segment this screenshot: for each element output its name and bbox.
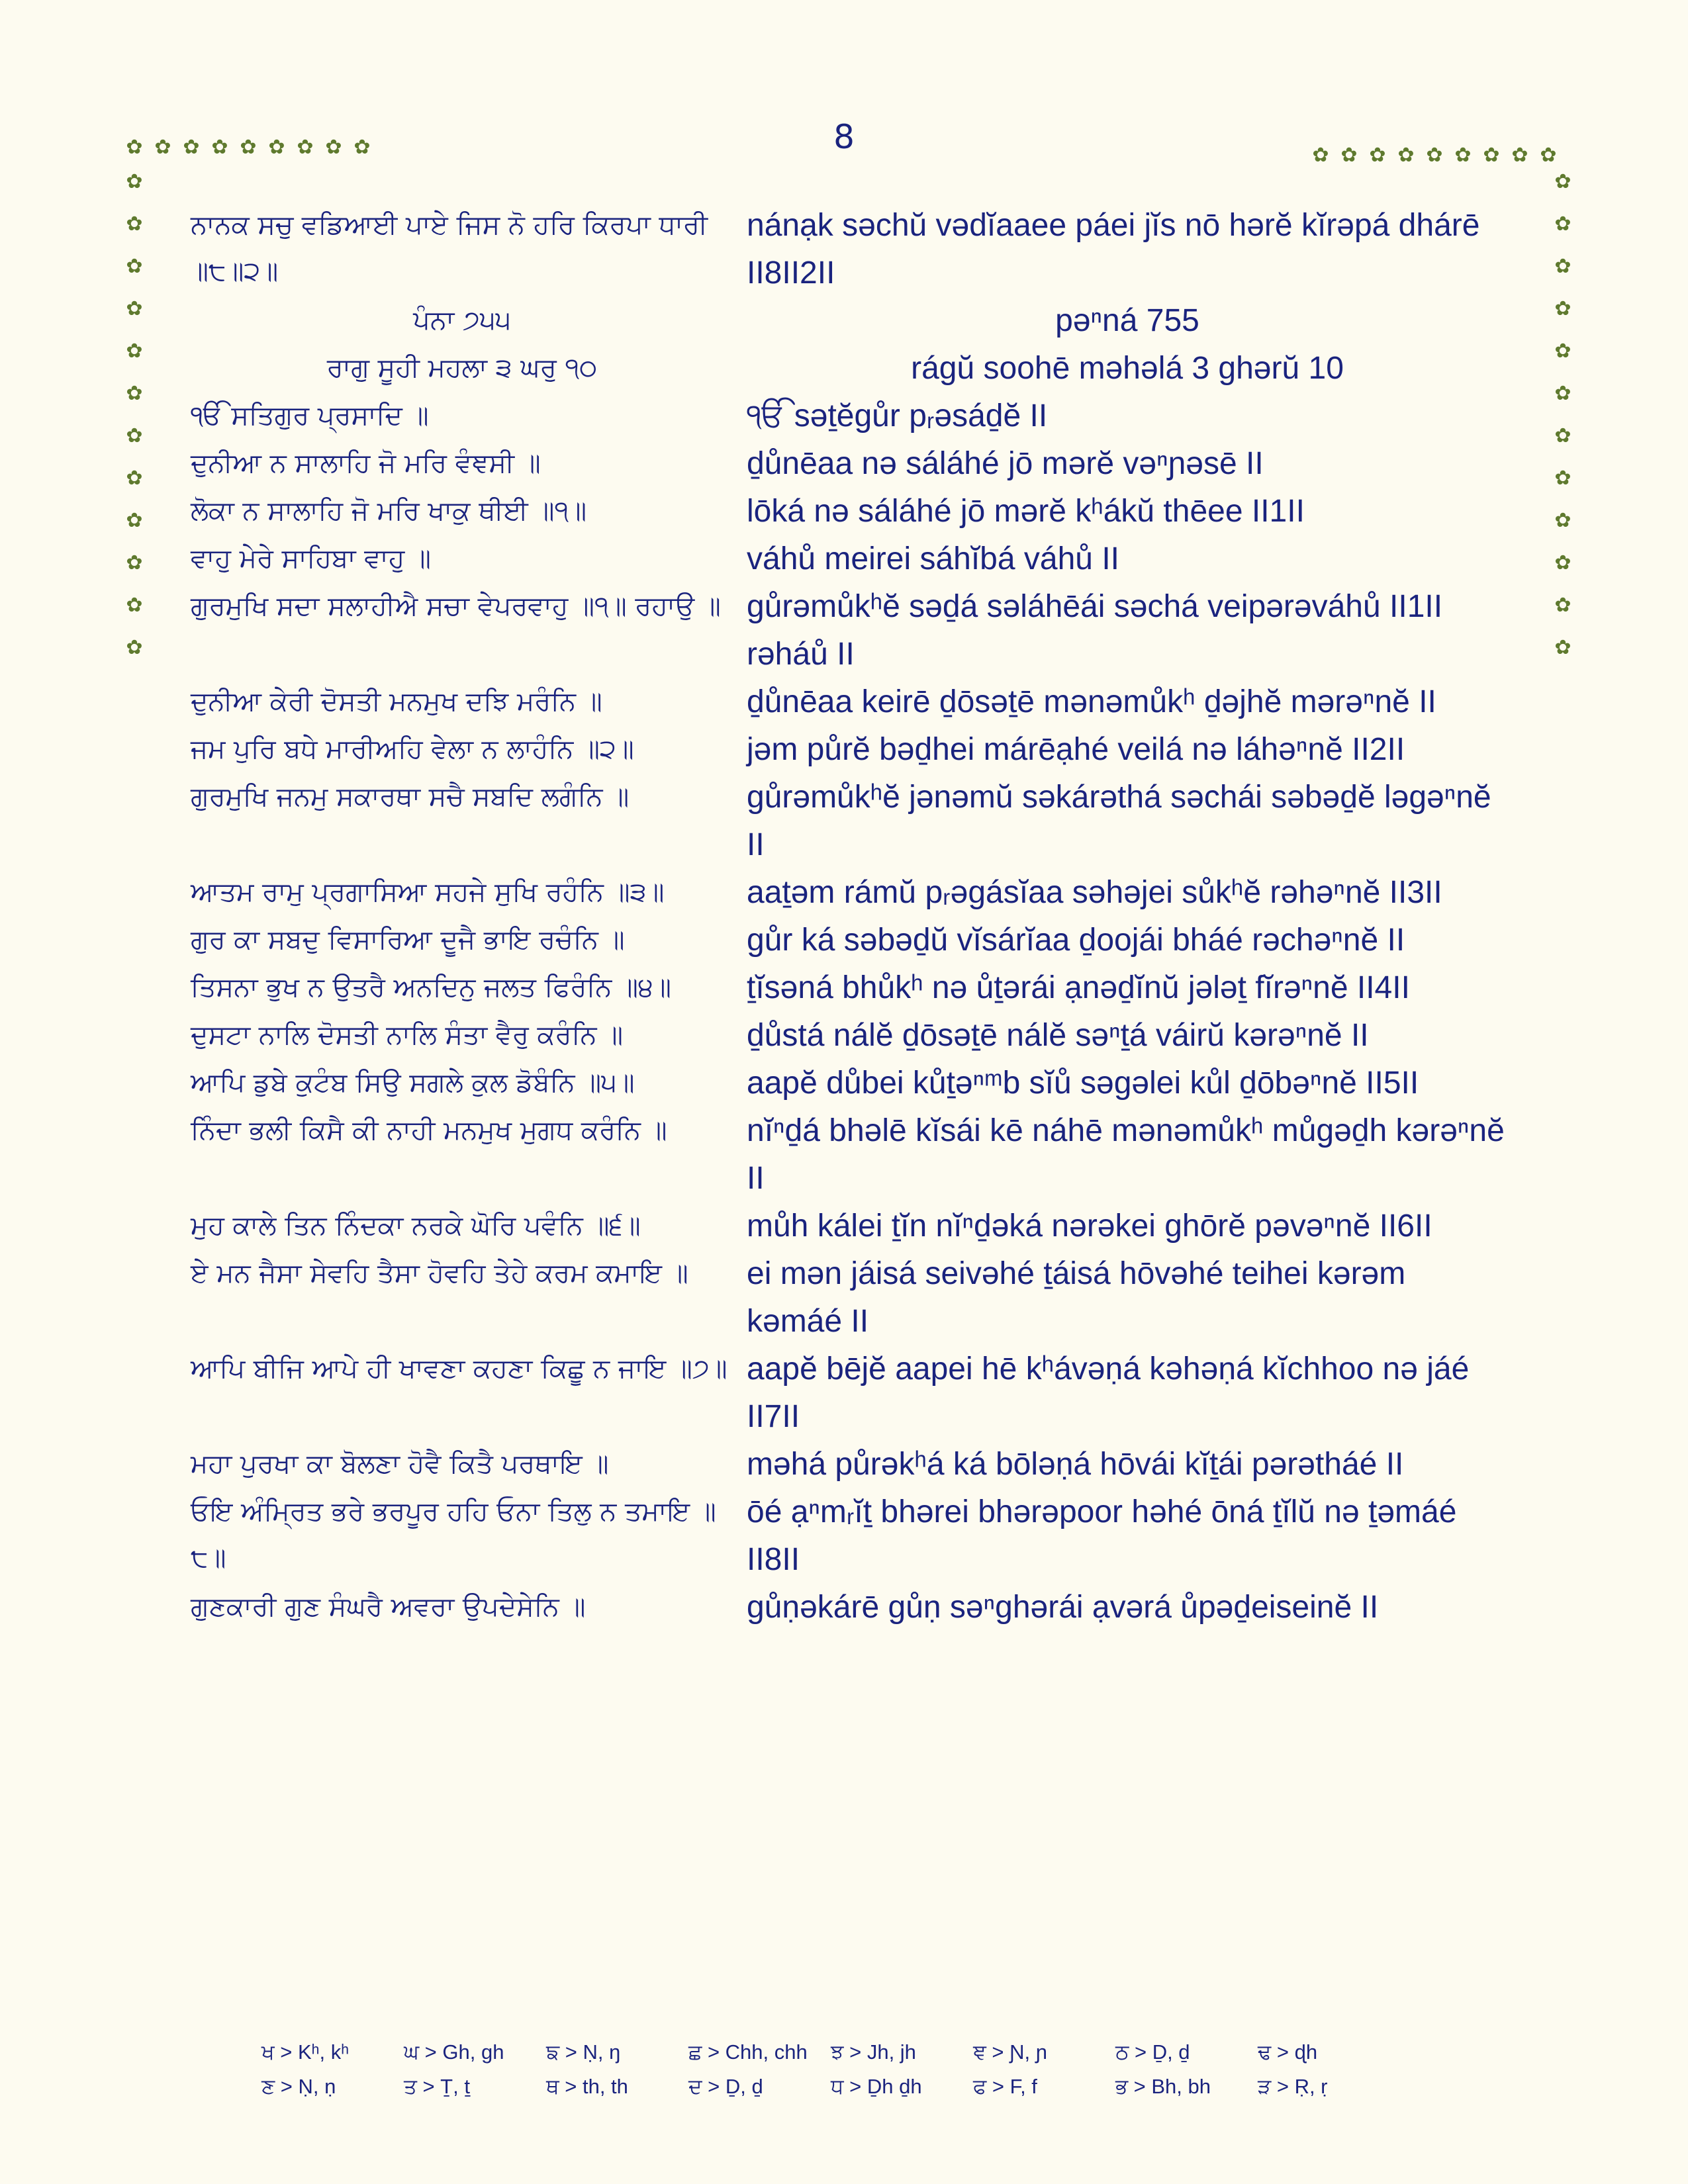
gurmukhi-text: ਗੁਰ ਕਾ ਸਬਦੁ ਵਿਸਾਰਿਆ ਦੂਜੈ ਭਾਇ ਰਚੰਨਿ ॥ — [191, 925, 625, 955]
flower-ornament-icon: ✿ — [126, 424, 143, 447]
legend-item: ਧ > Ḏh ḏh — [831, 2074, 922, 2098]
gurmukhi-text: ਦੁਨੀਆ ਕੇਰੀ ਦੋਸਤੀ ਮਨਮੁਖ ਦਝਿ ਮਰੰਨਿ ॥ — [191, 686, 602, 717]
verse-row — [191, 535, 1521, 583]
legend-item: ਭ > Bh, bh — [1115, 2074, 1211, 2098]
flower-ornament-icon: ✿ — [1554, 297, 1571, 320]
flower-ornament-icon: ✿ — [126, 467, 143, 490]
transliteration-text: rágŭ soohē məhəlá 3 ghərŭ 10 — [911, 351, 1344, 386]
gurmukhi-text: ਨਾਨਕ ਸਚੁ ਵਡਿਆਈ ਪਾਏ ਜਿਸ ਨੋ ਹਰਿ ਕਿਰਪਾ ਧਾਰੀ ॥੮॥੨॥ — [191, 210, 708, 287]
transliteration-text: aaṯəm rámŭ pᵣəgásĭaa səhəjei sůkʰĕ rəhəⁿnĕ II3II — [747, 875, 1442, 910]
transliteration-text: gůrəmůkʰĕ səḏá səláhēái səchá veipərəváhů II1II rəháů II — [747, 589, 1443, 672]
gurmukhi-text: ਦੁਨੀਆ ਨ ਸਾਲਾਹਿ ਜੋ ਮਰਿ ਵੰਞਸੀ ॥ — [191, 448, 541, 478]
transliteration-text: ḏůnēaa nə sáláhé jō mərĕ vəⁿɲəsē II — [747, 446, 1264, 481]
legend-item: ਥ > th, th — [546, 2074, 628, 2098]
legend-item: ਛ > Chh, chh — [688, 2040, 808, 2064]
flower-ornament-icon: ✿ — [1554, 551, 1571, 574]
flower-ornament-icon: ✿ — [325, 136, 342, 159]
transliteration-text: məhá půrəkʰá ká bōləṇá hōvái kĭṯái pərətháé II — [747, 1447, 1404, 1482]
verse-row — [191, 1488, 1521, 1584]
flower-ornament-icon: ✿ — [1554, 509, 1571, 532]
verse-row — [191, 202, 1521, 297]
flower-ornament-icon: ✿ — [126, 636, 143, 659]
flower-ornament-icon: ✿ — [1312, 144, 1329, 167]
gurmukhi-text: ੴ ਸਤਿਗੁਰ ਪ੍ਰਸਾਦਿ ॥ — [191, 400, 429, 431]
legend-item: ਞ > Ɲ, ɲ — [973, 2040, 1047, 2064]
page-number: 8 — [833, 118, 855, 156]
flower-ornament-icon: ✿ — [183, 136, 200, 159]
verse-row — [191, 297, 1521, 345]
flower-ornament-icon: ✿ — [1340, 144, 1358, 167]
legend-item: ਣ > Ṇ, ṇ — [261, 2074, 336, 2098]
flower-ornament-icon: ✿ — [126, 297, 143, 320]
verse-row — [191, 440, 1521, 488]
flower-ornament-icon: ✿ — [1426, 144, 1443, 167]
transliteration-text: ḏůnēaa keirē ḏōsəṯē mənəmůkʰ ḏəjhĕ mərəⁿnĕ II — [747, 684, 1436, 719]
transliteration-text: ei mən jáisá seivəhé ṯáisá hōvəhé teihei kərəm kəmáé II — [747, 1256, 1406, 1339]
legend-item: ਖ > Kʰ, kʰ — [261, 2040, 350, 2064]
legend-row — [261, 2035, 1400, 2070]
transliteration-text: lōká nə sáláhé jō mərĕ kʰákŭ thēee II1II — [747, 494, 1305, 529]
flower-ornament-icon: ✿ — [211, 136, 228, 159]
verse-row — [191, 1060, 1521, 1107]
gurmukhi-text: ਗੁਰਮੁਖਿ ਸਦਾ ਸਲਾਹੀਐ ਸਚਾ ਵੇਪਰਵਾਹੁ ॥੧॥ ਰਹਾਉ ॥ — [191, 591, 721, 621]
gurmukhi-text: ਰਾਗੁ ਸੂਹੀ ਮਹਲਾ ੩ ਘਰੁ ੧੦ — [326, 353, 598, 383]
verse-row — [191, 774, 1521, 869]
verse-table — [191, 202, 1521, 1631]
verse-row — [191, 488, 1521, 535]
transliteration-text: nĭⁿḏá bhəlē kĭsái kē náhē mənəmůkʰ můgəḏh kərəⁿnĕ II — [747, 1113, 1505, 1196]
gurmukhi-text: ਵਾਹੁ ਮੇਰੇ ਸਾਹਿਬਾ ਵਾਹੁ ॥ — [191, 543, 431, 574]
transliteration-text: jəm půrĕ bəḏhei márēạhé veilá nə láhəⁿnĕ II2II — [747, 732, 1405, 767]
transliteration-text: ੴ səṯĕgůr pᵣəsáḏĕ II — [747, 398, 1048, 433]
verse-row — [191, 869, 1521, 917]
flower-ornament-icon: ✿ — [126, 594, 143, 617]
transliteration-text: ṯĭsəná bhůkʰ nə ůṯərái ạnəḏĭnŭ jələṯ fĭrəⁿnĕ II4II — [747, 970, 1410, 1005]
flower-ornament-icon: ✿ — [353, 136, 371, 159]
gurmukhi-text: ਤਿਸਨਾ ਭੁਖ ਨ ਉਤਰੈ ਅਨਦਿਨੁ ਜਲਤ ਫਿਰੰਨਿ ॥੪॥ — [191, 972, 671, 1003]
transliteration-text: aapĕ důbei kůṯəⁿᵐb sĭů səgəlei kůl ḏōbəⁿnĕ II5II — [747, 1066, 1419, 1101]
flower-ornament-icon: ✿ — [1554, 424, 1571, 447]
gurmukhi-text: ਮੁਹ ਕਾਲੇ ਤਿਨ ਨਿੰਦਕਾ ਨਰਕੇ ਘੋਰਿ ਪਵੰਨਿ ॥੬॥ — [191, 1210, 641, 1241]
verse-row — [191, 1345, 1521, 1441]
gurmukhi-text: ਦੁਸਟਾ ਨਾਲਿ ਦੋਸਤੀ ਨਾਲਿ ਸੰਤਾ ਵੈਰੁ ਕਰੰਨਿ ॥ — [191, 1020, 624, 1050]
flower-ornament-icon: ✿ — [126, 551, 143, 574]
flower-ornament-icon: ✿ — [126, 136, 143, 159]
verse-row — [191, 1441, 1521, 1488]
transliteration-text: gůr ká səbəḏŭ vĭsárĭaa ḏoojái bháé rəchəⁿnĕ II — [747, 923, 1405, 958]
verse-row — [191, 964, 1521, 1012]
flower-ornament-icon: ✿ — [1554, 212, 1571, 236]
flower-ornament-icon: ✿ — [268, 136, 285, 159]
flower-ornament-icon: ✿ — [1511, 144, 1528, 167]
flower-ornament-icon: ✿ — [1554, 255, 1571, 278]
legend-item: ਢ > ɖh — [1258, 2040, 1318, 2064]
transliteration-text: nánạk səchŭ vədĭaaee páei jĭs nō hərĕ kĭrəpá dhárē II8II2II — [747, 208, 1480, 291]
flower-ornament-icon: ✿ — [1554, 594, 1571, 617]
flower-ornament-icon: ✿ — [1554, 382, 1571, 405]
legend-item: ਝ > Jh, jh — [831, 2040, 916, 2064]
flower-ornament-icon: ✿ — [1554, 467, 1571, 490]
gurmukhi-text: ਮਹਾ ਪੁਰਖਾ ਕਾ ਬੋਲਣਾ ਹੋਵੈ ਕਿਤੈ ਪਰਥਾਇ ॥ — [191, 1449, 609, 1479]
flower-ornament-icon: ✿ — [1369, 144, 1386, 167]
verse-row — [191, 726, 1521, 774]
verse-row — [191, 392, 1521, 440]
flower-ornament-icon: ✿ — [126, 255, 143, 278]
flower-ornament-icon: ✿ — [126, 509, 143, 532]
flower-ornament-icon: ✿ — [1397, 144, 1415, 167]
gurmukhi-text: ਓਇ ਅੰਮ੍ਰਿਤ ਭਰੇ ਭਰਪੂਰ ਹਹਿ ਓਨਾ ਤਿਲੁ ਨ ਤਮਾਇ ॥੮॥ — [191, 1496, 716, 1573]
transliteration-text: pəⁿná 755 — [1055, 303, 1199, 338]
verse-row — [191, 1250, 1521, 1345]
legend-item: ਙ > Ṇ, ŋ — [546, 2040, 621, 2064]
flower-ornament-icon: ✿ — [1554, 340, 1571, 363]
gurmukhi-text: ਆਪਿ ਡੁਬੇ ਕੁਟੰਬ ਸਿਉ ਸਗਲੇ ਕੁਲ ਡੋਬੰਨਿ ॥੫॥ — [191, 1068, 635, 1098]
flower-ornament-icon: ✿ — [1554, 170, 1571, 193]
verse-row — [191, 345, 1521, 392]
flower-ornament-icon: ✿ — [126, 212, 143, 236]
flower-ornament-icon: ✿ — [126, 382, 143, 405]
flower-ornament-icon: ✿ — [126, 170, 143, 193]
gurmukhi-text: ਗੁਰਮੁਖਿ ਜਨਮੁ ਸਕਾਰਥਾ ਸਚੈ ਸਬਦਿ ਲਗੰਨਿ ॥ — [191, 782, 630, 812]
gurmukhi-text: ਲੋਕਾ ਨ ਸਾਲਾਹਿ ਜੋ ਮਰਿ ਖਾਕੁ ਥੀਈ ॥੧॥ — [191, 496, 587, 526]
transliteration-text: gůṇəkárē gůṇ səⁿghərái ạvərá ůpəḏeiseinĕ II — [747, 1590, 1379, 1625]
verse-row — [191, 1203, 1521, 1250]
legend-item: ਦ > Ḏ, ḏ — [688, 2074, 763, 2098]
gurmukhi-text: ਆਪਿ ਬੀਜਿ ਆਪੇ ਹੀ ਖਾਵਣਾ ਕਹਣਾ ਕਿਛੂ ਨ ਜਾਇ ॥੭॥ — [191, 1353, 727, 1384]
verse-row — [191, 1584, 1521, 1631]
transliteration-text: aapĕ bējĕ aapei hē kʰávəṇá kəhəṇá kĭchhoo nə jáé II7II — [747, 1351, 1470, 1434]
flower-ornament-icon: ✿ — [240, 136, 257, 159]
flower-ornament-icon: ✿ — [1483, 144, 1500, 167]
flower-ornament-icon: ✿ — [126, 340, 143, 363]
transliteration-text: gůrəmůkʰĕ jənəmŭ səkárəthá səchái səbəḏĕ ləgəⁿnĕ II — [747, 780, 1491, 862]
flower-ornament-icon: ✿ — [297, 136, 314, 159]
legend-item: ਫ > F, f — [973, 2074, 1037, 2098]
verse-row — [191, 1012, 1521, 1060]
verse-row — [191, 678, 1521, 726]
flower-ornament-icon: ✿ — [1554, 636, 1571, 659]
gurmukhi-text: ਏ ਮਨ ਜੈਸਾ ਸੇਵਹਿ ਤੈਸਾ ਹੋਵਹਿ ਤੇਹੇ ਕਰਮ ਕਮਾਇ ॥ — [191, 1258, 688, 1289]
verse-row — [191, 583, 1521, 678]
flower-ornament-icon: ✿ — [1454, 144, 1472, 167]
transliteration-text: ōé ạⁿmᵣĭṯ bhərei bhərəpoor həhé ōná ṯĭlŭ nə ṯəmáé II8II — [747, 1494, 1457, 1577]
verse-row — [191, 1107, 1521, 1203]
transliteration-text: můh kálei ṯĭn nĭⁿḏəká nərəkei ghōrĕ pəvəⁿnĕ II6II — [747, 1208, 1432, 1244]
legend-item: ੜ > Ṛ, ṛ — [1258, 2074, 1328, 2098]
legend-item: ਠ > Ḏ, ḏ — [1115, 2040, 1190, 2064]
transliteration-text: váhů meirei sáhĭbá váhů II — [747, 541, 1119, 576]
gurmukhi-text: ਜਮ ਪੁਰਿ ਬਧੇ ਮਾਰੀਅਹਿ ਵੇਲਾ ਨ ਲਾਹੰਨਿ ॥੨॥ — [191, 734, 634, 764]
gurmukhi-text: ਨਿੰਦਾ ਭਲੀ ਕਿਸੈ ਕੀ ਨਾਹੀ ਮਨਮੁਖ ਮੁਗਧ ਕਰੰਨਿ ॥ — [191, 1115, 667, 1146]
legend-row — [261, 2070, 1400, 2104]
transliteration-text: ḏůstá nálĕ ḏōsəṯē nálĕ səⁿṯá váirŭ kərəⁿnĕ II — [747, 1018, 1369, 1053]
flower-ornament-icon: ✿ — [1540, 144, 1557, 167]
flower-ornament-icon: ✿ — [154, 136, 171, 159]
gurmukhi-text: ਪੰਨਾ ੭੫੫ — [413, 305, 511, 336]
gurmukhi-text: ਗੁਣਕਾਰੀ ਗੁਣ ਸੰਘਰੈ ਅਵਰਾ ਉਪਦੇਸੇਨਿ ॥ — [191, 1592, 586, 1622]
legend-item: ਤ > Ṯ, ṯ — [404, 2074, 470, 2098]
verse-row — [191, 917, 1521, 964]
gurmukhi-text: ਆਤਮ ਰਾਮੁ ਪ੍ਰਗਾਸਿਆ ਸਹਜੇ ਸੁਖਿ ਰਹੰਨਿ ॥੩॥ — [191, 877, 665, 907]
transliteration-legend — [261, 2035, 1400, 2104]
legend-item: ਘ > Gh, gh — [404, 2040, 504, 2064]
